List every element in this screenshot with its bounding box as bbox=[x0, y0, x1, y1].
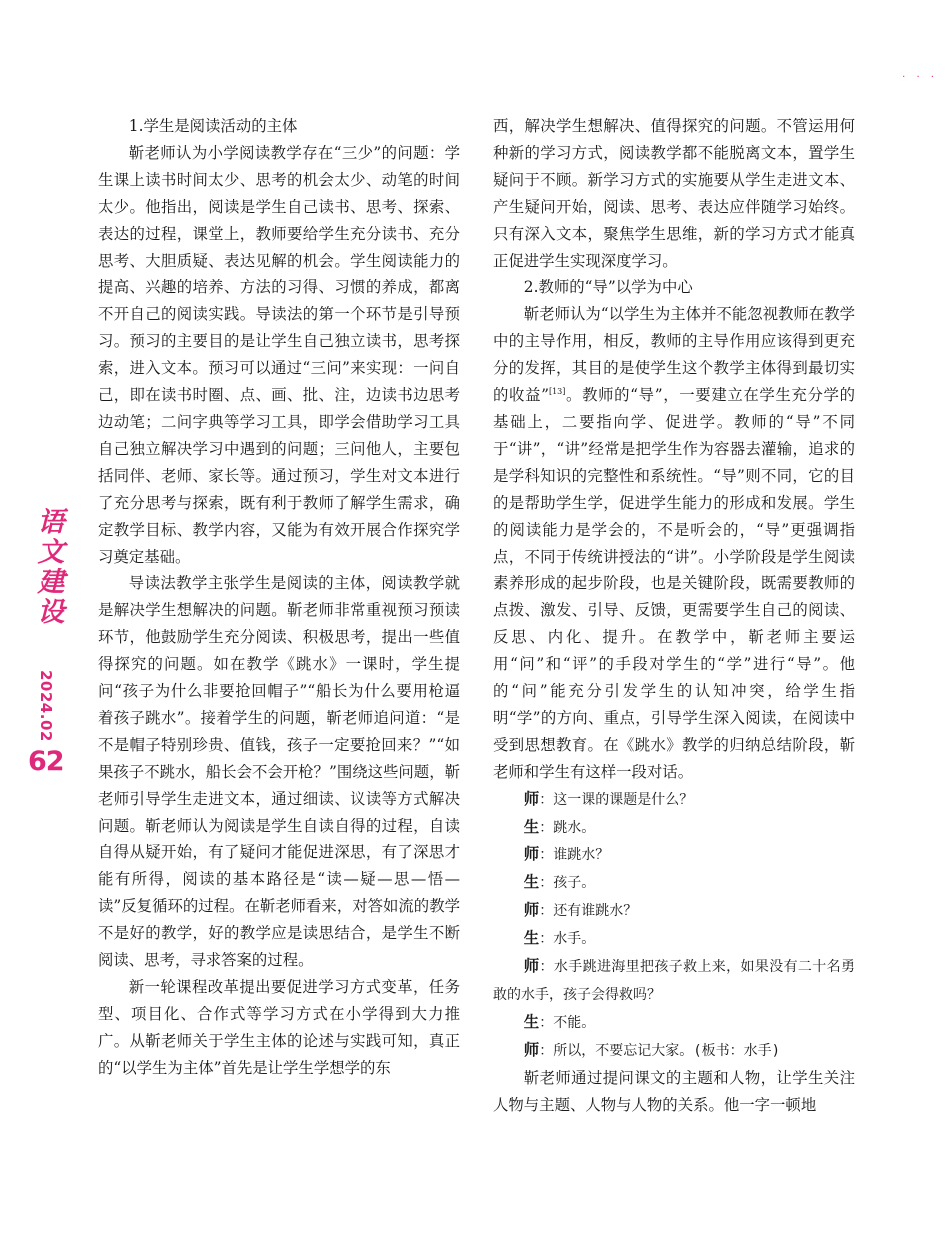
dialog-text: ：这一课的课题是什么？ bbox=[539, 791, 694, 808]
dialog-line bbox=[493, 786, 855, 814]
dialog-speaker: 师 bbox=[523, 901, 540, 920]
dialog-text: ：还有谁跳水？ bbox=[539, 903, 638, 920]
dialog-line bbox=[493, 925, 855, 953]
paragraph: 新一轮课程改革提出要促进学习方式变革，任务型、项目化、合作式等学习方式在小学得到大力推广。从靳老师关于学生主体的论述与实践可知，真正的“以学生为主体”首先是让学生学想学的东 bbox=[98, 978, 460, 1077]
dialog-text: ：不能。 bbox=[539, 1014, 596, 1031]
section-heading-1: 1.学生是阅读活动的主体 bbox=[128, 117, 298, 135]
dialog-line bbox=[493, 841, 855, 869]
brand-char-4: 设 bbox=[37, 597, 65, 628]
dialog-line bbox=[493, 1009, 855, 1037]
dialog-speaker: 生 bbox=[523, 873, 540, 892]
brand-char-2: 文 bbox=[37, 537, 65, 568]
dialog-speaker: 生 bbox=[523, 929, 540, 948]
corner-dots: · · · bbox=[902, 72, 938, 83]
dialog-line bbox=[493, 869, 855, 897]
dialog-text: ：跳水。 bbox=[539, 819, 596, 836]
dialog-text: ：水手。 bbox=[539, 931, 596, 948]
dialog-line bbox=[493, 814, 855, 842]
paragraph-text: 。教师的“导”，一要建立在学生充分学的基础上，二要指向学、促进学。教师的“导”不同于“讲”，“讲”经常是把学生作为容器去灌输，追求的是学科知识的完整性和系统性。“导”则不同，它的目的是帮助学生学，促进学生能力的形成和发展。学生的阅读能力是学会的，不是听会的，“导”更强调指点，不同于传统讲授法的“讲”。小学阶段是学生阅读素养形成的起步阶段，也是关键阶段，既需要教师的点拨、激发、引导、反馈，更需要学生自己的阅读、反思、内化、提升。在教学中，靳老师主要运用“问”和“评”的手段对学生的“学”进行“导”。他的“问”能充分引发学生的认知冲突，给学生指明“学”的方向、重点，引导学生深入阅读，在阅读中受到思想教育。在《跳水》教学的归纳总结阶段，靳老师和学生有这样一段对话。 bbox=[493, 386, 855, 781]
dialog-speaker: 师 bbox=[523, 789, 540, 808]
paragraph: 靳老师通过提问课文的主题和人物，让学生关注人物与主题、人物与人物的关系。他一字一顿地 bbox=[493, 1068, 855, 1114]
section-heading-2: 2.教师的“导”以学为中心 bbox=[523, 278, 693, 297]
page-number: 62 bbox=[28, 746, 64, 777]
paragraph-continued: 西，解决学生想解决、值得探究的问题。不管运用何种新的学习方式，阅读教学都不能脱离文本，置学生疑问于不顾。新学习方式的实施要从学生走进文本、产生疑问开始，阅读、思考、表达应伴随学习始终。只有深入文本，聚焦学生思维，新的学习方式才能真正促进学生实现深度学习。 bbox=[493, 117, 855, 270]
dialog-speaker: 师 bbox=[523, 845, 540, 864]
brand-char-3: 建 bbox=[37, 567, 65, 598]
dialog-speaker: 师 bbox=[523, 1040, 540, 1059]
dialog-text: ：所以，不要忘记大家。(板书：水手) bbox=[539, 1042, 781, 1059]
dialog-line bbox=[493, 953, 855, 1009]
dialog-line bbox=[493, 1037, 855, 1065]
dialog-speaker: 生 bbox=[523, 817, 540, 836]
issue-date: 2024.02 bbox=[37, 670, 55, 742]
dialog-text: ：孩子。 bbox=[539, 875, 596, 892]
dialog-speaker: 生 bbox=[523, 1012, 540, 1031]
brand-char-1: 语 bbox=[37, 507, 65, 538]
journal-brand bbox=[32, 508, 70, 628]
dialog-speaker: 师 bbox=[523, 957, 540, 976]
paragraph bbox=[493, 301, 855, 785]
left-column bbox=[98, 113, 460, 1082]
paragraph-text: 靳老师认为“以学生为主体并不能忽视教师在教学中的主导作用，相反，教师的主导作用应该得到更充分的发挥，其目的是使学生这个教学主体得到最切实的收益” bbox=[493, 305, 855, 405]
citation-ref: [13] bbox=[548, 387, 566, 397]
right-column bbox=[493, 113, 855, 1119]
dialog-text: ：水手跳进海里把孩子救上来，如果没有二十名勇敢的水手，孩子会得救吗？ bbox=[493, 959, 855, 1003]
paragraph: 靳老师认为小学阅读教学存在“三少”的问题：学生课上读书时间太少、思考的机会太少、动笔的时间太少。他指出，阅读是学生自己读书、思考、探索、表达的过程，课堂上，教师要给学生充分读书、充分思考、大胆质疑、表达见解的机会。学生阅读能力的提高、兴趣的培养、方法的习得、习惯的养成，都离不开自己的阅读实践。导读法的第一个环节是引导预习。预习的主要目的是让学生自己独立读书，思考探索，进入文本。预习可以通过“三问”来实现：一问自己，即在读书时圈、点、画、批、注，边读书边思考边动笔；二问字典等学习工具，即学会借助学习工具自己独立解决学习中遇到的问题；三问他人，主要包括同伴、老师、家长等。通过预习，学生对文本进行了充分思考与探索，既有利于教师了解学生需求，确定教学目标、教学内容，又能为有效开展合作探究学习奠定基础。 bbox=[98, 143, 460, 566]
dialog-line bbox=[493, 897, 855, 925]
paragraph: 导读法教学主张学生是阅读的主体，阅读教学就是解决学生想解决的问题。靳老师非常重视预习预读环节，他鼓励学生充分阅读、积极思考，提出一些值得探究的问题。如在教学《跳水》一课时，学生提问“孩子为什么非要抢回帽子”“船长为什么要用枪逼着孩子跳水”。接着学生的问题，靳老师追问道：“是不是帽子特别珍贵、值钱，孩子一定要抢回来？”“如果孩子不跳水，船长会不会开枪？”围绕这些问题，靳老师引导学生走进文本，通过细读、议读等方式解决问题。靳老师认为阅读是学生自读自得的过程，自读自得从疑开始，有了疑问才能促进深思，有了深思才能有所得，阅读的基本路径是“读—疑—思—悟—读”反复循环的过程。在靳老师看来，对答如流的教学不是好的教学，好的教学应是读思结合，是学生不断阅读、思考，寻求答案的过程。 bbox=[98, 574, 460, 970]
dialog-text: ：谁跳水？ bbox=[539, 847, 610, 864]
